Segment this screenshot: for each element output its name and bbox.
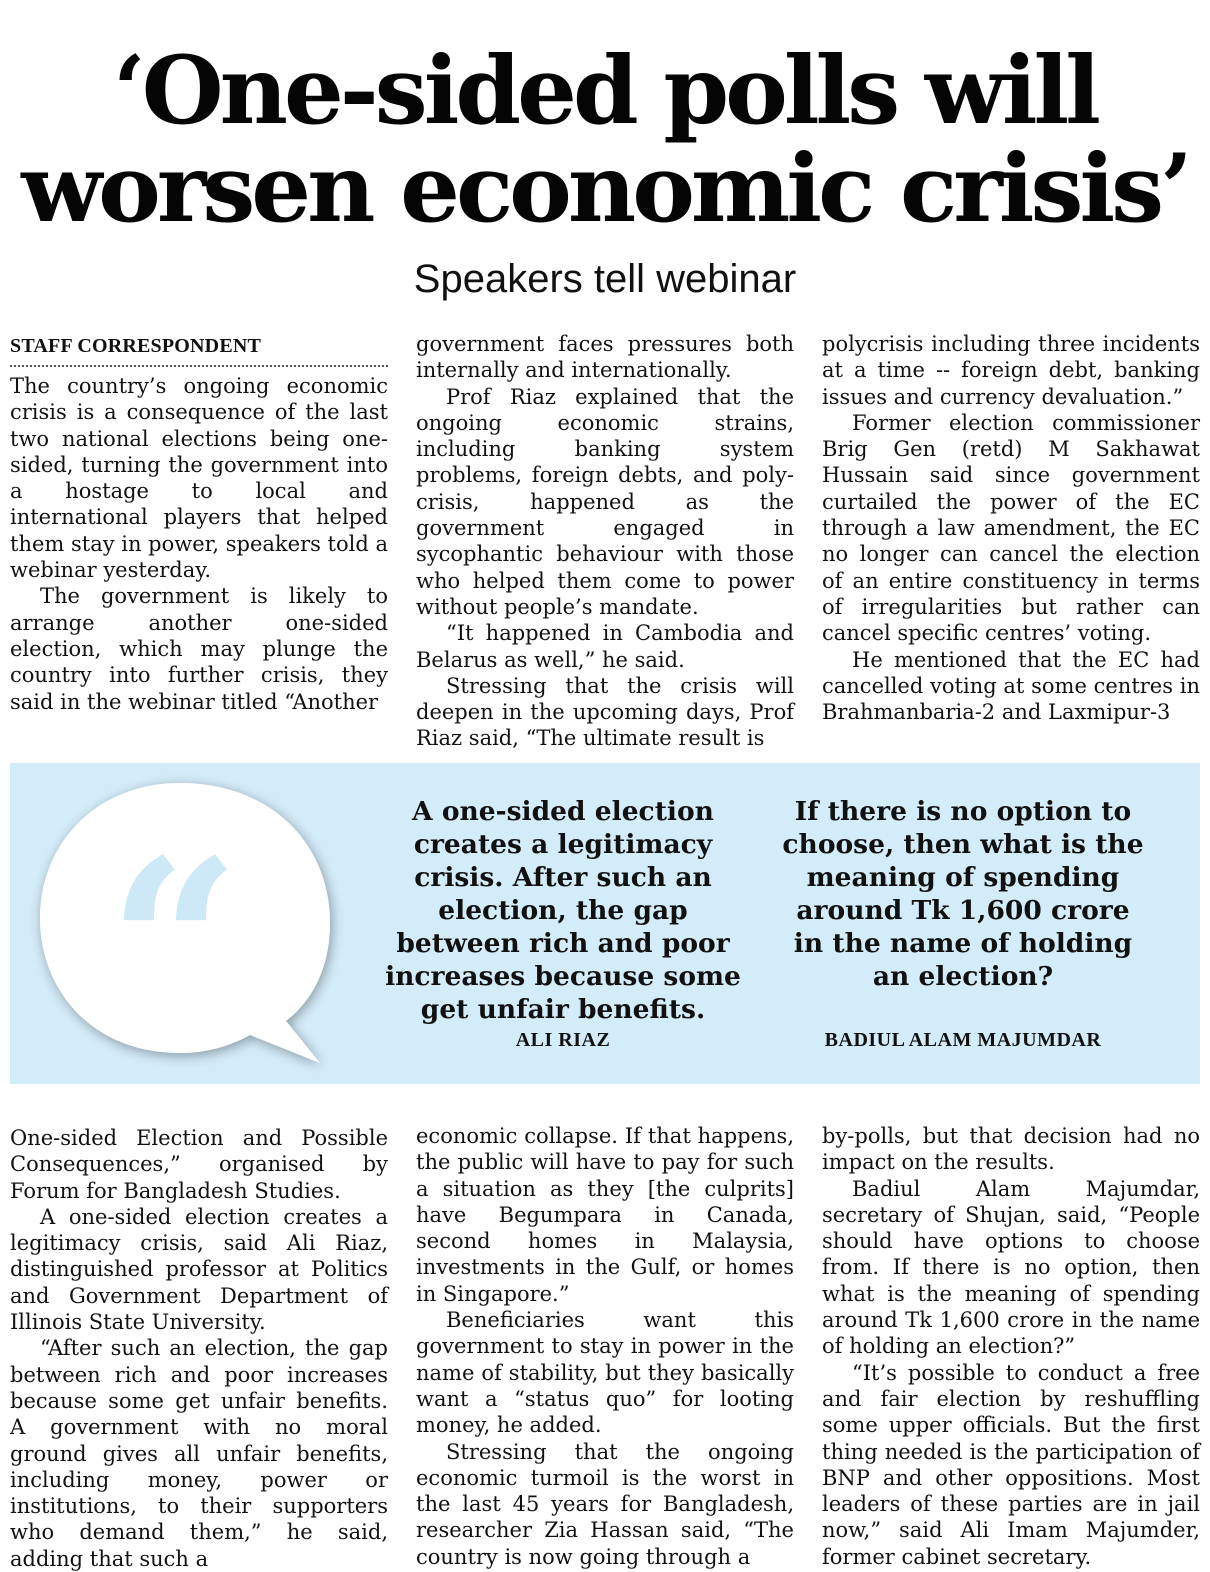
paragraph: Former election commissioner Brig Gen (retd) M Sakhawat Hussain said since government curtailed the power of the EC through a law amendment, the EC no longer can cancel the election of an entire constituency in terms of irregularities but rather can cancel specific centres’ voting. (822, 410, 1200, 646)
svg-text:“: “ (108, 810, 241, 1073)
headline (0, 36, 1210, 244)
paragraph: A one-sided election creates a legitimacy crisis, said Ali Riaz, distinguished professor at Politics and Government Department of Illinois State University. (10, 1204, 388, 1335)
paragraph: government faces pressures both internally and internationally. (416, 332, 794, 383)
paragraph: by-polls, but that decision had no impact on the results. (822, 1124, 1200, 1175)
paragraph: The government is likely to arrange another one-sided election, which may plunge the country into further crisis, they said in the webinar titled “Another (10, 584, 388, 714)
top-column-3 (822, 331, 1200, 725)
paragraph: He mentioned that the EC had cancelled voting at some centres in Brahmanbaria-2 and Laxmipur-3 (822, 647, 1200, 725)
paragraph: Stressing that the ongoing economic turmoil is the worst in the last 45 years for Bangladesh, researcher Zia Hassan said, “The country is now going through a (416, 1439, 794, 1569)
pullquote-2-text: If there is no option to choose, then what is the meaning of spending around Tk 1,600 crore in the name of holding an election? (782, 796, 1144, 992)
bottom-column-1 (10, 1125, 388, 1572)
subheadline: Speakers tell webinar (413, 257, 797, 301)
paragraph: “It happened in Cambodia and Belarus as well,” he said. (416, 621, 794, 672)
headline-line-2: worsen economic crisis’ (21, 134, 1189, 244)
paragraph: The country’s ongoing economic crisis is a consequence of the last two national elections being one-sided, turning the government into a hostage to local and international players that helped them stay in power, speakers told a webinar yesterday. (10, 374, 388, 583)
bottom-column-2 (416, 1123, 794, 1570)
pullquote-1-speaker: ALI RIAZ (515, 1029, 611, 1051)
paragraph: Stressing that the crisis will deepen in the upcoming days, Prof Riaz said, “The ultimate result is (416, 673, 794, 751)
paragraph: polycrisis including three incidents at a time -- foreign debt, banking issues and currency devaluation.” (822, 332, 1200, 409)
paragraph: Badiul Alam Majumdar, secretary of Shujan, said, “People should have options to choose from. If there is no option, then what is the meaning of spending around Tk 1,600 crore in the name of holding an election?” (822, 1176, 1200, 1359)
paragraph: “It’s possible to conduct a free and fair election by reshuffling some upper officials. But the first thing needed is the participation of BNP and other oppositions. Most leaders of these parties are in jail now,” said Ali Imam Majumder, former cabinet secretary. (822, 1360, 1200, 1569)
top-column-1 (10, 333, 388, 715)
paragraph: Prof Riaz explained that the ongoing economic strains, including banking system problems, foreign debts, and poly-crisis, happened as the government engaged in sycophantic behaviour with those who helped them come to power without people’s mandate. (416, 384, 794, 619)
top-column-2 (416, 331, 794, 752)
bottom-column-3 (822, 1123, 1200, 1570)
paragraph: One-sided Election and Possible Consequences,” organised by Forum for Bangladesh Studies. (10, 1126, 388, 1203)
speech-bubble-quote-icon (30, 773, 350, 1073)
pullquote-1-text: A one-sided election creates a legitimacy crisis. After such an election, the gap between rich and poor increases because some get unfair benefits. (385, 796, 741, 1025)
byline: STAFF CORRESPONDENT (10, 333, 388, 367)
headline-line-1: ‘One-sided polls will (113, 36, 1097, 146)
paragraph: “After such an election, the gap between rich and poor increases because some get unfair benefits. A government with no moral ground gives all unfair benefits, including money, power or institutions, to their supporters who demand them,” he said, adding that such a (10, 1336, 388, 1571)
pullquote-2-speaker: BADIUL ALAM MAJUMDAR (824, 1029, 1102, 1051)
paragraph: economic collapse. If that happens, the public will have to pay for such a situation as they [the culprits] have Begumpara in Canada, second homes in Malaysia, investments in the Gulf, or homes in Singapore.” (416, 1124, 794, 1306)
paragraph: Beneficiaries want this government to stay in power in the name of stability, but they basically want a “status quo” for looting money, he added. (416, 1308, 794, 1438)
pullquote-panel (10, 763, 1200, 1084)
